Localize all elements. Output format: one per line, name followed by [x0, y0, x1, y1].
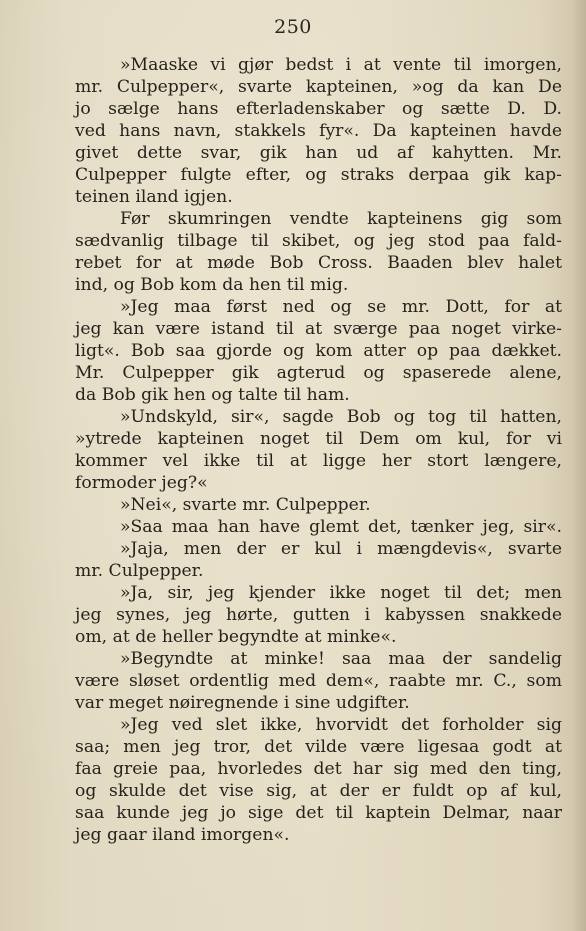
text-line: »Maaske vi gjør bedst i at vente til imorgen, — [120, 55, 562, 75]
text-line: rebet for at møde Bob Cross. Baaden blev halet — [75, 253, 562, 273]
text-line: ind, og Bob kom da hen til mig. — [75, 275, 349, 295]
text-line: »Begyndte at minke! saa maa der sandelig — [120, 649, 562, 669]
text-line: Culpepper fulgte efter, og straks derpaa gik kap- — [75, 165, 562, 185]
text-line: formoder jeg?« — [75, 473, 208, 493]
text-line: teinen iland igjen. — [75, 187, 233, 207]
text-line: da Bob gik hen og talte til ham. — [75, 385, 350, 405]
text-line: ligt«. Bob saa gjorde og kom atter op paa dækket. — [75, 341, 562, 361]
text-line: »Nei«, svarte mr. Culpepper. — [120, 495, 371, 515]
text-line: ved hans navn, stakkels fyr«. Da kapteinen havde — [75, 121, 562, 141]
text-line: »Undskyld, sir«, sagde Bob og tog til hatten, — [120, 407, 562, 427]
page-number: 250 — [274, 16, 312, 38]
text-line: »Jeg maa først ned og se mr. Dott, for at — [120, 297, 562, 317]
text-line: og skulde det vise sig, at der er fuldt op af kul, — [75, 781, 562, 801]
text-line: mr. Culpepper. — [75, 561, 204, 581]
text-line: »Jeg ved slet ikke, hvorvidt det forholder sig — [120, 715, 562, 735]
text-line: jeg kan være istand til at sværge paa noget virke- — [75, 319, 562, 339]
body-text — [75, 54, 562, 846]
text-line: sædvanlig tilbage til skibet, og jeg stod paa fald- — [75, 231, 562, 251]
text-line: saa kunde jeg jo sige det til kaptein Delmar, naar — [75, 803, 562, 823]
text-line: saa; men jeg tror, det vilde være ligesaa godt at — [75, 737, 562, 757]
text-line: »Saa maa han have glemt det, tænker jeg, sir«. — [120, 517, 562, 537]
text-line: mr. Culpepper«, svarte kapteinen, »og da kan De — [75, 77, 562, 97]
text-line: faa greie paa, hvorledes det har sig med den ting, — [75, 759, 562, 779]
text-line: jeg synes, jeg hørte, gutten i kabyssen snakkede — [75, 605, 562, 625]
text-line: »ytrede kapteinen noget til Dem om kul, for vi — [75, 429, 562, 449]
text-line: være sløset ordentlig med dem«, raabte mr. C., som — [75, 671, 562, 691]
text-line: kommer vel ikke til at ligge her stort længere, — [75, 451, 562, 471]
text-line: »Ja, sir, jeg kjender ikke noget til det; men — [120, 583, 562, 603]
text-line: »Jaja, men der er kul i mængdevis«, svarte — [120, 539, 562, 559]
text-line: om, at de heller begyndte at minke«. — [75, 627, 397, 647]
text-line: jo sælge hans efterladenskaber og sætte D. D. — [75, 99, 562, 119]
text-line: var meget nøiregnende i sine udgifter. — [75, 693, 410, 713]
text-line: Før skumringen vendte kapteinens gig som — [120, 209, 562, 229]
text-line: Mr. Culpepper gik agterud og spaserede alene, — [75, 363, 562, 383]
page-edge-shadow — [572, 0, 586, 931]
text-line: jeg gaar iland imorgen«. — [75, 825, 290, 845]
text-line: givet dette svar, gik han ud af kahytten. Mr. — [75, 143, 562, 163]
